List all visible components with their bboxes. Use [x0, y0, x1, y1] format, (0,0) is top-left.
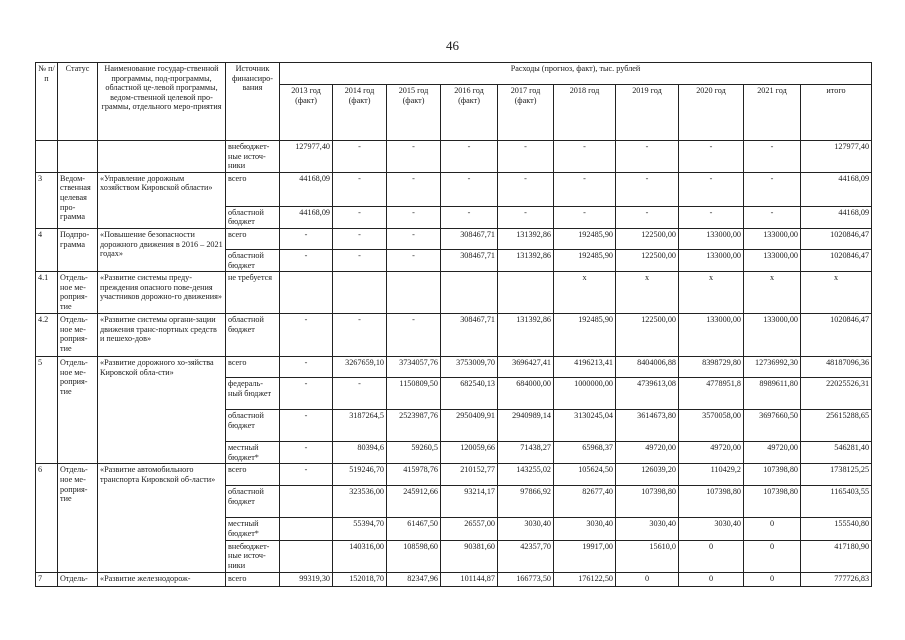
cell-value	[333, 272, 387, 314]
cell-value: 107398,80	[744, 486, 801, 518]
table-row	[36, 357, 872, 378]
cell-total: 22025526,31	[801, 378, 872, 410]
cell-value: 4739613,08	[616, 378, 679, 410]
cell-value	[280, 272, 333, 314]
cell-value: -	[679, 172, 744, 206]
cell-value	[441, 272, 498, 314]
cell-value: 108598,60	[387, 540, 441, 572]
cell-value: -	[387, 314, 441, 357]
cell-total: 25615288,65	[801, 410, 872, 442]
row-status: Отдель-ное ме-роприя-тие	[58, 464, 98, 572]
cell-value: 8398729,80	[679, 357, 744, 378]
header-year: 2018 год	[554, 85, 616, 141]
cell-value: -	[333, 206, 387, 228]
cell-value: -	[333, 141, 387, 173]
cell-value: 0	[679, 540, 744, 572]
row-status: Отдель-	[58, 572, 98, 586]
header-expenses: Расходы (прогноз, факт), тыс. рублей	[280, 63, 872, 85]
cell-value: 2523987,76	[387, 410, 441, 442]
row-name: «Управление дорожным хозяйством Кировской области»	[98, 172, 226, 228]
table-row	[36, 464, 872, 486]
cell-total: 777726,83	[801, 572, 872, 586]
row-name: «Развитие системы преду-преждения опасного пове-дения участников дорожно-го движения»	[98, 272, 226, 314]
table-row	[36, 272, 872, 314]
cell-value: 8404006,88	[616, 357, 679, 378]
cell-value: 0	[744, 518, 801, 540]
cell-total: 48187096,36	[801, 357, 872, 378]
header-year: 2019 год	[616, 85, 679, 141]
header-year: 2021 год	[744, 85, 801, 141]
cell-value: 3614673,80	[616, 410, 679, 442]
cell-value: -	[498, 172, 554, 206]
row-source: внебюджет-ные источ-ники	[226, 540, 280, 572]
cell-value: 80394,6	[333, 442, 387, 464]
row-source: областной бюджет	[226, 206, 280, 228]
cell-value: -	[333, 228, 387, 249]
cell-value: -	[554, 172, 616, 206]
cell-value: 97866,92	[498, 486, 554, 518]
cell-value: 3753009,70	[441, 357, 498, 378]
expenses-table	[35, 62, 872, 587]
cell-value: -	[744, 206, 801, 228]
row-name: «Развитие системы органи-зации движения транс-портных средств и пешехо-дов»	[98, 314, 226, 357]
cell-value: 192485,90	[554, 249, 616, 271]
cell-value: 12736992,30	[744, 357, 801, 378]
page-number: 46	[446, 38, 459, 53]
cell-value: 0	[616, 572, 679, 586]
cell-value: -	[280, 410, 333, 442]
cell-value: 308467,71	[441, 228, 498, 249]
row-source: областной бюджет	[226, 486, 280, 518]
cell-total: 1020846,47	[801, 228, 872, 249]
table-row	[36, 572, 872, 586]
row-status: Отдель-ное ме-роприя-тие	[58, 272, 98, 314]
cell-total: 546281,40	[801, 442, 872, 464]
cell-value: 49720,00	[616, 442, 679, 464]
cell-value: x	[554, 272, 616, 314]
cell-value: 59260,5	[387, 442, 441, 464]
cell-value: 42357,70	[498, 540, 554, 572]
cell-value: 99319,30	[280, 572, 333, 586]
cell-value: 140316,00	[333, 540, 387, 572]
cell-value: 1150809,50	[387, 378, 441, 410]
cell-value	[280, 486, 333, 518]
cell-value: 122500,00	[616, 228, 679, 249]
cell-value: 308467,71	[441, 249, 498, 271]
header-year: 2020 год	[679, 85, 744, 141]
cell-value: 82347,96	[387, 572, 441, 586]
cell-value: 308467,71	[441, 314, 498, 357]
cell-value: -	[387, 206, 441, 228]
header-year: 2017 год (факт)	[498, 85, 554, 141]
cell-value: -	[280, 314, 333, 357]
cell-total: 155540,80	[801, 518, 872, 540]
cell-value: 0	[744, 572, 801, 586]
cell-value: 3697660,50	[744, 410, 801, 442]
cell-value: -	[616, 141, 679, 173]
cell-value: 120059,66	[441, 442, 498, 464]
cell-value: 61467,50	[387, 518, 441, 540]
cell-value: -	[554, 141, 616, 173]
row-number	[36, 141, 58, 173]
row-source: областной бюджет	[226, 410, 280, 442]
row-name: «Развитие дорожного хо-зяйства Кировской обла-сти»	[98, 357, 226, 464]
row-name: «Развитие железнодорож-	[98, 572, 226, 586]
cell-value: 2940989,14	[498, 410, 554, 442]
header-year: 2015 год (факт)	[387, 85, 441, 141]
cell-value: 49720,00	[679, 442, 744, 464]
cell-value: 3030,40	[554, 518, 616, 540]
cell-value: -	[280, 442, 333, 464]
cell-value	[498, 272, 554, 314]
row-number: 5	[36, 357, 58, 464]
row-status	[58, 141, 98, 173]
header-year: 2014 год (факт)	[333, 85, 387, 141]
cell-value: 0	[679, 572, 744, 586]
cell-value: -	[333, 249, 387, 271]
row-source: всего	[226, 572, 280, 586]
row-source: внебюджет-ные источ-ники	[226, 141, 280, 173]
row-name: «Повышение безопасности дорожного движения в 2016 – 2021 годах»	[98, 228, 226, 271]
cell-value: -	[333, 314, 387, 357]
cell-value: 3187264,5	[333, 410, 387, 442]
cell-value: -	[387, 249, 441, 271]
row-status: Отдель-ное ме-роприя-тие	[58, 314, 98, 357]
cell-value: -	[387, 141, 441, 173]
cell-value: 131392,86	[498, 249, 554, 271]
cell-value: -	[280, 228, 333, 249]
cell-value: 110429,2	[679, 464, 744, 486]
cell-value: 133000,00	[744, 249, 801, 271]
cell-value: -	[498, 206, 554, 228]
cell-value: x	[679, 272, 744, 314]
row-name: «Развитие автомобильного транспорта Кировской об-ласти»	[98, 464, 226, 572]
cell-value: -	[744, 141, 801, 173]
row-source: областной бюджет	[226, 249, 280, 271]
cell-value: -	[498, 141, 554, 173]
row-source: местный бюджет*	[226, 518, 280, 540]
table-row	[36, 228, 872, 249]
cell-value: 682540,13	[441, 378, 498, 410]
cell-total: 127977,40	[801, 141, 872, 173]
cell-value: 2950409,91	[441, 410, 498, 442]
cell-value: 3570058,00	[679, 410, 744, 442]
cell-value: 71438,27	[498, 442, 554, 464]
header-num: № п/п	[36, 63, 58, 141]
cell-value: -	[280, 249, 333, 271]
cell-value: -	[441, 172, 498, 206]
cell-value: 127977,40	[280, 141, 333, 173]
cell-value: 82677,40	[554, 486, 616, 518]
cell-value: x	[616, 272, 679, 314]
cell-value: 90381,60	[441, 540, 498, 572]
cell-value: 55394,70	[333, 518, 387, 540]
table-row	[36, 314, 872, 357]
cell-value: -	[441, 206, 498, 228]
cell-value: -	[744, 172, 801, 206]
cell-total: 1020846,47	[801, 249, 872, 271]
row-source: не требуется	[226, 272, 280, 314]
table-row	[36, 172, 872, 206]
row-number: 7	[36, 572, 58, 586]
cell-value: 3267659,10	[333, 357, 387, 378]
cell-value: -	[616, 172, 679, 206]
cell-value: 44168,09	[280, 206, 333, 228]
cell-value: 415978,76	[387, 464, 441, 486]
cell-value: 131392,86	[498, 228, 554, 249]
cell-value: 519246,70	[333, 464, 387, 486]
row-source: всего	[226, 228, 280, 249]
cell-value: -	[441, 141, 498, 173]
cell-value: 3030,40	[498, 518, 554, 540]
cell-value: 131392,86	[498, 314, 554, 357]
cell-value: 107398,80	[679, 486, 744, 518]
cell-value: 1000000,00	[554, 378, 616, 410]
cell-value: 133000,00	[744, 314, 801, 357]
cell-value: 152018,70	[333, 572, 387, 586]
row-number: 4.1	[36, 272, 58, 314]
cell-value: 93214,17	[441, 486, 498, 518]
header-year: 2016 год (факт)	[441, 85, 498, 141]
cell-value: -	[333, 378, 387, 410]
cell-value: 3734057,76	[387, 357, 441, 378]
cell-total: 44168,09	[801, 172, 872, 206]
row-source: всего	[226, 357, 280, 378]
cell-value: 4778951,8	[679, 378, 744, 410]
row-number: 6	[36, 464, 58, 572]
cell-value: -	[280, 464, 333, 486]
cell-value: -	[679, 206, 744, 228]
cell-value: -	[616, 206, 679, 228]
table-row	[36, 141, 872, 173]
cell-value: 0	[744, 540, 801, 572]
cell-value: -	[679, 141, 744, 173]
cell-value: 323536,00	[333, 486, 387, 518]
row-name	[98, 141, 226, 173]
cell-value: 143255,02	[498, 464, 554, 486]
cell-value: 65968,37	[554, 442, 616, 464]
cell-value: x	[744, 272, 801, 314]
row-number: 3	[36, 172, 58, 228]
cell-value: 192485,90	[554, 228, 616, 249]
cell-total: 1738125,25	[801, 464, 872, 486]
cell-value: 44168,09	[280, 172, 333, 206]
row-source: всего	[226, 172, 280, 206]
cell-total: 417180,90	[801, 540, 872, 572]
cell-value: 49720,00	[744, 442, 801, 464]
row-status: Подпро-грамма	[58, 228, 98, 271]
header-name: Наименование государ-ственной программы, под-программы, областной це-левой программы, ведом-ственной целевой про-граммы, отдельного меро-приятия	[98, 63, 226, 141]
cell-total: 1020846,47	[801, 314, 872, 357]
cell-value: 166773,50	[498, 572, 554, 586]
row-source: областной бюджет	[226, 314, 280, 357]
header-year: 2013 год (факт)	[280, 85, 333, 141]
cell-value: 8989611,80	[744, 378, 801, 410]
cell-value	[280, 518, 333, 540]
cell-value: 684000,00	[498, 378, 554, 410]
cell-value: -	[387, 172, 441, 206]
cell-value: 122500,00	[616, 314, 679, 357]
row-status: Ведом-ственная целевая про-грамма	[58, 172, 98, 228]
cell-value	[387, 272, 441, 314]
cell-value: 19917,00	[554, 540, 616, 572]
cell-value: 4196213,41	[554, 357, 616, 378]
cell-value: 26557,00	[441, 518, 498, 540]
cell-value: 133000,00	[679, 228, 744, 249]
cell-value: 122500,00	[616, 249, 679, 271]
row-source: всего	[226, 464, 280, 486]
cell-value: 15610,0	[616, 540, 679, 572]
cell-total: 44168,09	[801, 206, 872, 228]
cell-value: 3030,40	[616, 518, 679, 540]
cell-total: 1165403,55	[801, 486, 872, 518]
cell-value: 3130245,04	[554, 410, 616, 442]
cell-value: 126039,20	[616, 464, 679, 486]
cell-total: x	[801, 272, 872, 314]
row-number: 4.2	[36, 314, 58, 357]
cell-value: -	[280, 357, 333, 378]
cell-value: 245912,66	[387, 486, 441, 518]
cell-value: 133000,00	[679, 314, 744, 357]
header-total: итого	[801, 85, 872, 141]
row-number: 4	[36, 228, 58, 271]
cell-value: 133000,00	[744, 228, 801, 249]
cell-value: -	[554, 206, 616, 228]
cell-value: 3030,40	[679, 518, 744, 540]
row-source: местный бюджет*	[226, 442, 280, 464]
cell-value: 3696427,41	[498, 357, 554, 378]
cell-value: 105624,50	[554, 464, 616, 486]
cell-value: -	[333, 172, 387, 206]
cell-value: 107398,80	[616, 486, 679, 518]
cell-value: 101144,87	[441, 572, 498, 586]
cell-value: -	[280, 378, 333, 410]
cell-value: 133000,00	[679, 249, 744, 271]
cell-value: -	[387, 228, 441, 249]
row-status: Отдель-ное ме-роприя-тие	[58, 357, 98, 464]
header-status: Статус	[58, 63, 98, 141]
cell-value: 210152,77	[441, 464, 498, 486]
header-source: Источник финансиро-вания	[226, 63, 280, 141]
cell-value: 176122,50	[554, 572, 616, 586]
cell-value: 192485,90	[554, 314, 616, 357]
row-source: федераль-ный бюджет	[226, 378, 280, 410]
cell-value: 107398,80	[744, 464, 801, 486]
cell-value	[280, 540, 333, 572]
